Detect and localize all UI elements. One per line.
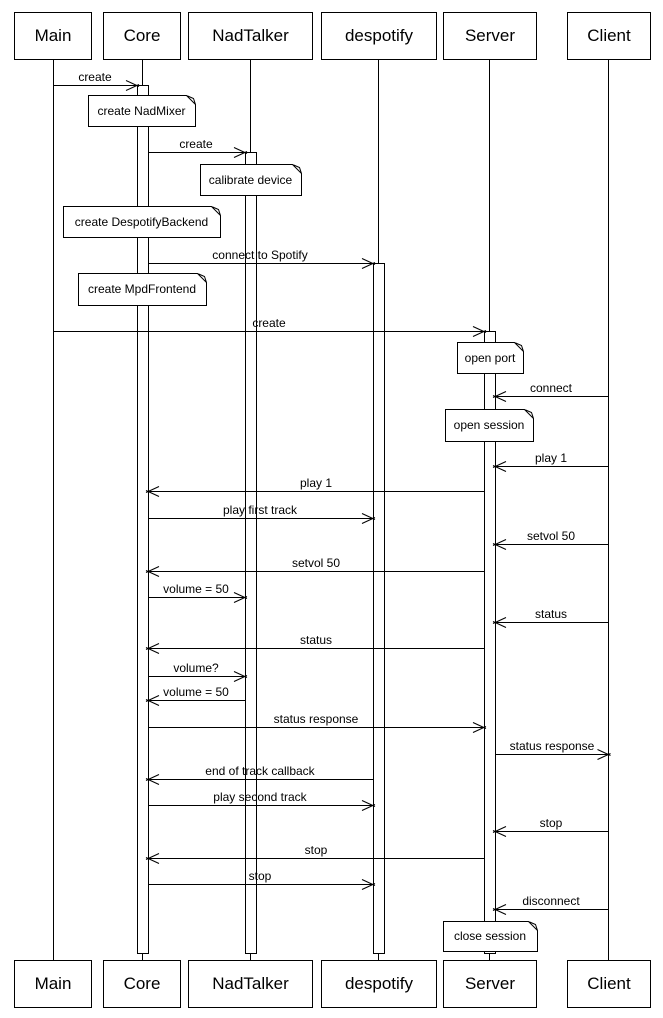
message-label-8: setvol 50 xyxy=(526,529,576,543)
actor-label: Server xyxy=(464,26,516,45)
message-label-10: volume = 50 xyxy=(163,582,229,596)
actor-label: despotify xyxy=(344,26,414,45)
actor-label: Core xyxy=(123,974,161,993)
actor-bottom-despotify xyxy=(321,960,437,1008)
message-label-11: status xyxy=(534,607,567,621)
message-label-19: stop xyxy=(539,816,563,830)
actor-bottom-server xyxy=(443,960,537,1008)
message-label-12: status xyxy=(299,633,332,647)
message-label-15: status response xyxy=(273,712,359,726)
actor-label: Main xyxy=(34,974,72,993)
actor-top-core xyxy=(103,12,181,60)
actor-top-client xyxy=(567,12,651,60)
note-label-1: calibrate device xyxy=(208,172,293,187)
message-label-4: connect xyxy=(529,381,573,395)
message-label-16: status response xyxy=(509,739,595,753)
actor-bottom-nadtalker xyxy=(188,960,313,1008)
actor-label: Main xyxy=(34,26,72,45)
actor-label: despotify xyxy=(344,974,414,993)
message-label-13: volume? xyxy=(173,661,219,675)
message-label-22: disconnect xyxy=(522,894,580,908)
note-label-5: open session xyxy=(453,418,525,432)
message-label-2: connect to Spotify xyxy=(212,248,308,262)
message-label-0: create xyxy=(78,70,112,84)
actor-top-despotify xyxy=(321,12,437,60)
message-label-5: play 1 xyxy=(534,451,568,465)
message-label-14: volume = 50 xyxy=(163,685,229,699)
actor-label: NadTalker xyxy=(212,974,289,993)
message-label-17: end of track callback xyxy=(205,764,315,778)
actor-label: Client xyxy=(587,974,631,993)
message-label-20: stop xyxy=(304,843,328,857)
actor-label: NadTalker xyxy=(212,26,289,45)
actor-label: Client xyxy=(587,26,631,45)
message-label-7: play first track xyxy=(222,503,297,517)
activation-nadtalker xyxy=(246,153,257,954)
message-label-21: stop xyxy=(248,869,272,883)
actor-top-main xyxy=(14,12,92,60)
note-label-0: create NadMixer xyxy=(97,103,186,118)
message-label-3: create xyxy=(252,316,286,330)
actor-top-nadtalker xyxy=(188,12,313,60)
note-label-4: open port xyxy=(464,350,516,365)
message-label-9: setvol 50 xyxy=(291,556,341,570)
actor-bottom-client xyxy=(567,960,651,1008)
actor-bottom-core xyxy=(103,960,181,1008)
message-label-1: create xyxy=(179,137,213,151)
message-label-6: play 1 xyxy=(299,476,333,490)
actor-label: Core xyxy=(123,26,161,45)
actor-bottom-main xyxy=(14,960,92,1008)
message-label-18: play second track xyxy=(213,790,307,804)
actor-label: Server xyxy=(464,974,516,993)
note-label-2: create DespotifyBackend xyxy=(74,214,209,229)
actor-top-server xyxy=(443,12,537,60)
note-label-6: close session xyxy=(453,929,527,943)
note-label-3: create MpdFrontend xyxy=(87,282,197,296)
